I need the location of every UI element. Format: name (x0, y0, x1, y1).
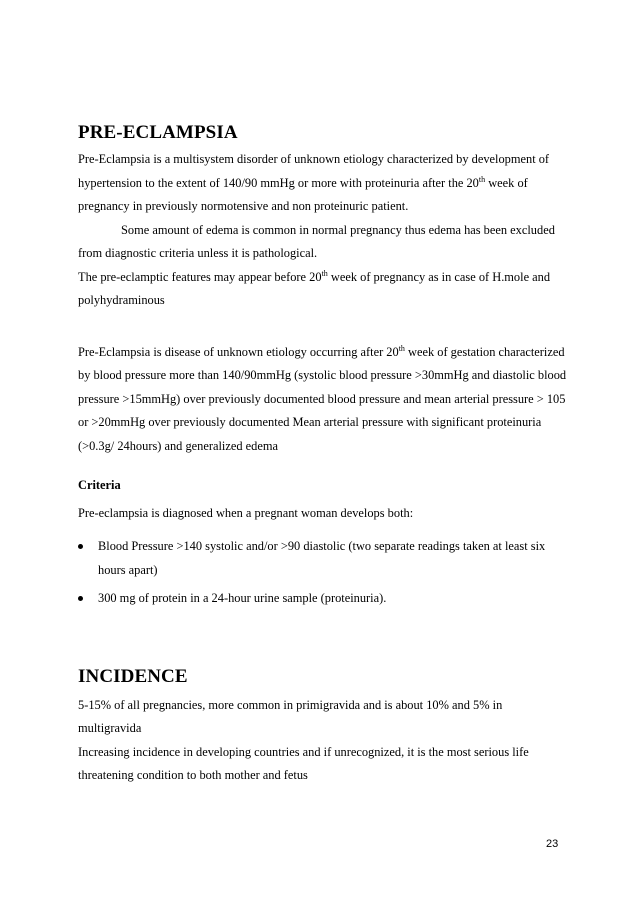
page-content (78, 120, 568, 788)
page-number: 23 (546, 838, 559, 850)
pre-eclampsia-heading: PRE-ECLAMPSIA (78, 122, 238, 143)
disease-paragraph (78, 341, 568, 459)
spacer (78, 458, 568, 474)
bullet-icon (78, 596, 83, 601)
criteria-heading: Criteria (78, 478, 121, 492)
incidence-heading: INCIDENCE (78, 665, 188, 687)
definition-text-a: Pre-Eclampsia is a multisystem disorder of unknown etiology characterized by development of hypertension to the extent of 140/90 mmHg or more with proteinuria after the 20 (78, 152, 550, 190)
disease-text-b: week of gestation characterized by blood pressure more than 140/90mmHg (systolic blood pressure >30mmHg and diastolic blood pressure >15mmHg) over previously documented blood pressure and mean arterial pressure > 105 or >20mmHg over previously documented Mean arterial pressure with significant proteinuria (>0.3g/ 24hours) and generalized edema (78, 344, 567, 453)
spacer (78, 616, 568, 664)
criteria-intro: Pre-eclampsia is diagnosed when a pregnant woman develops both: (78, 505, 414, 520)
early-features-text-a: The pre-eclamptic features may appear before 20 (78, 269, 322, 284)
definition-text-b: week of pregnancy in previously normotensive and non proteinuric patient. (78, 175, 528, 213)
edema-paragraph: Some amount of edema is common in normal pregnancy thus edema has been excluded from diagnostic criteria unless it is pathological. (78, 222, 555, 260)
early-features-sup: th (321, 268, 328, 278)
incidence-developing-paragraph: Increasing incidence in developing countries and if unrecognized, it is the most serious life threatening condition to both mother and fetus (78, 744, 529, 782)
disease-text-a: Pre-Eclampsia is disease of unknown etiology occurring after 20 (78, 344, 399, 359)
criteria-list (78, 535, 568, 611)
criteria-list-item (78, 587, 568, 611)
definition-paragraph (78, 148, 568, 219)
criteria-list-item (78, 535, 568, 582)
spacer (78, 313, 568, 341)
disease-sup: th (398, 343, 405, 353)
definition-sup: th (478, 174, 486, 184)
criteria-item-text: 300 mg of protein in a 24-hour urine sample (proteinuria). (98, 591, 387, 605)
bullet-icon (78, 544, 83, 549)
incidence-paragraph: 5-15% of all pregnancies, more common in primigravida and is about 10% and 5% in multigravida (78, 697, 503, 735)
early-features-text-b: week of pregnancy as in case of H.mole and polyhydraminous (78, 269, 551, 307)
early-features-paragraph (78, 266, 568, 313)
criteria-item-text: Blood Pressure >140 systolic and/or >90 diastolic (two separate readings taken at least six hours apart) (98, 539, 546, 577)
